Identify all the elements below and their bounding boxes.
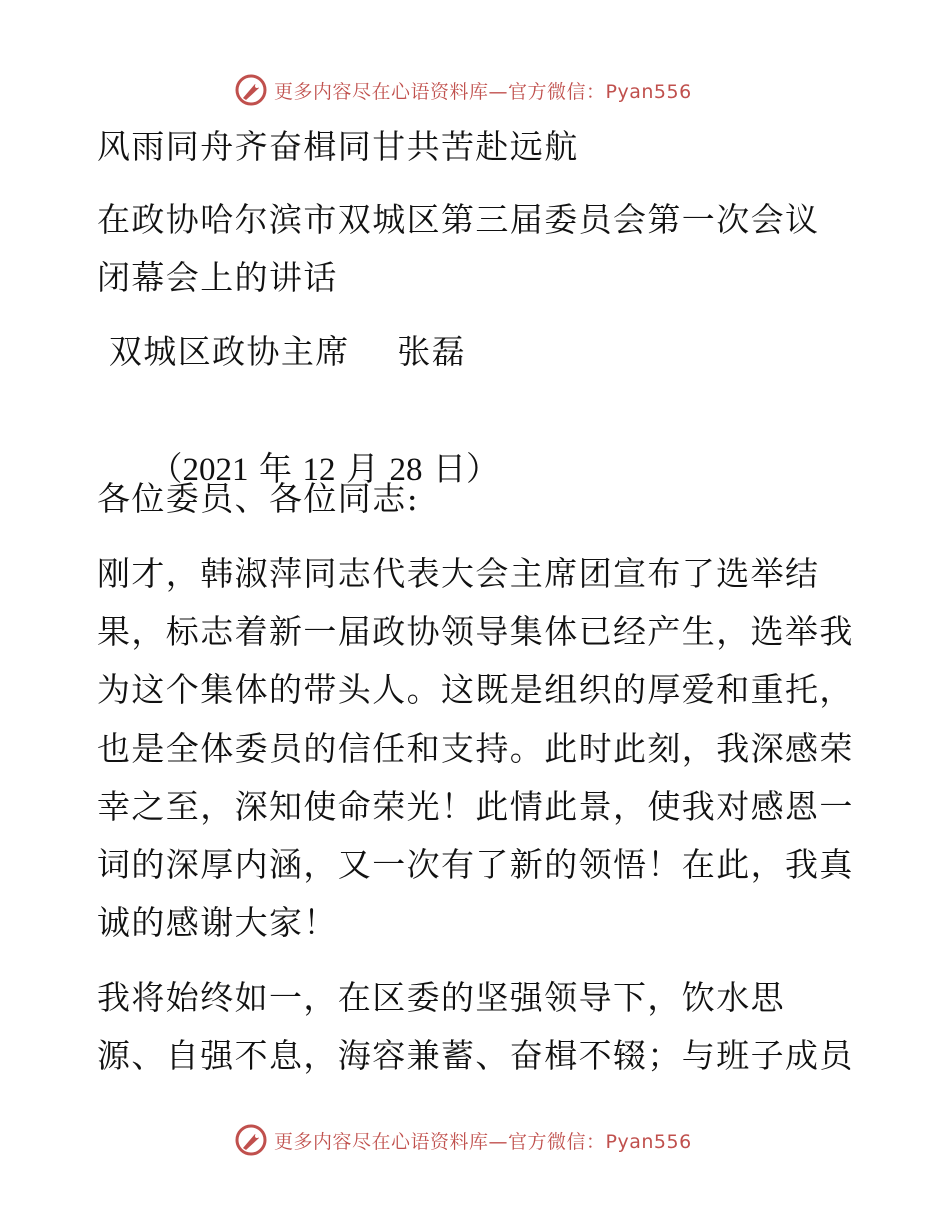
salutation: 各位委员、各位同志: — [97, 479, 420, 518]
paragraph-1-line-6: 词的深厚内涵，又一次有了新的领悟！在此，我真 — [97, 845, 854, 884]
paragraph-1-line-4: 也是全体委员的信任和支持。此时此刻，我深感荣 — [97, 729, 854, 768]
paragraph-2-line-2: 源、自强不息，海容兼蓄、奋楫不辍；与班子成员 — [97, 1036, 854, 1075]
paragraph-2-line-1: 我将始终如一，在区委的坚强领导下，饮水思 — [97, 978, 785, 1017]
date-month-unit: 月 — [345, 449, 379, 488]
paragraph-1-line-1: 刚才，韩淑萍同志代表大会主席团宣布了选举结 — [97, 554, 820, 593]
date-day: 28 — [389, 452, 423, 488]
paragraph-1-line-2: 果，标志着新一届政协领导集体已经产生，选举我 — [97, 612, 854, 651]
document-title: 风雨同舟齐奋楫同甘共苦赴远航 — [97, 127, 579, 166]
date-year: 2021 — [182, 452, 249, 488]
watermark-text: 更多内容尽在心语资料库—官方微信：Pyan556 — [274, 1130, 692, 1153]
date-day-unit: 日） — [432, 449, 499, 488]
document-subtitle-line-1: 在政协哈尔滨市双城区第三届委员会第一次会议 — [97, 200, 820, 239]
paragraph-1-line-5: 幸之至，深知使命荣光！此情此景，使我对感恩一 — [97, 787, 854, 826]
document-author: 双城区政协主席 张磊 — [97, 332, 467, 371]
pen-nib-logo-icon — [234, 1123, 268, 1157]
date-open-paren: （ — [138, 449, 183, 488]
paragraph-1-line-7: 诚的感谢大家！ — [97, 903, 338, 942]
date-year-unit: 年 — [258, 449, 292, 488]
paragraph-1-line-3: 为这个集体的带头人。这既是组织的厚爱和重托， — [97, 670, 854, 709]
watermark-text: 更多内容尽在心语资料库—官方微信：Pyan556 — [274, 80, 692, 103]
document-subtitle-line-2: 闭幕会上的讲话 — [97, 258, 338, 297]
watermark-footer — [234, 1120, 754, 1160]
date-month: 12 — [302, 452, 336, 488]
